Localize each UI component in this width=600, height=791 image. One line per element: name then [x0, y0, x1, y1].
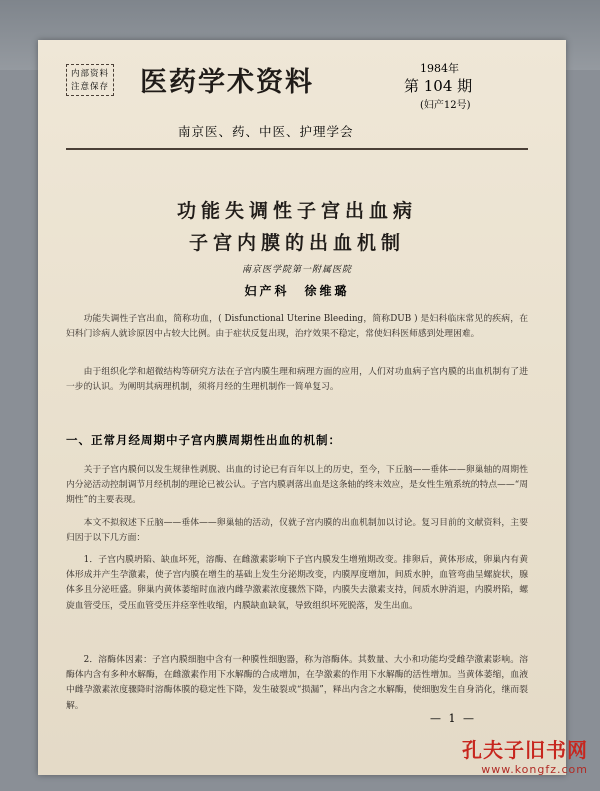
paragraph-intro-1: 功能失调性子宫出血，简称功血，( Disfunctional Uterine Bleeding，简称DUB ) 是妇科临床常见的疾病，在妇科门诊病人就诊原因中占较大比例。由于症状反复出现，治疗效果不稳定，常使妇科医师感到处理困难。: [66, 314, 528, 340]
institution: 南京医学院第一附属医院: [241, 265, 352, 275]
society-name: 南京医、药、中医、护理学会: [178, 124, 354, 139]
watermark: [388, 734, 588, 776]
stamp-line-2: 注意保存: [70, 82, 109, 92]
authors: 妇产科 徐维璐: [244, 284, 350, 298]
publication-year: 1984年: [420, 62, 459, 75]
paragraph-mechanism-history: 关于子宫内膜何以发生规律性剥脱、出血的讨论已有百年以上的历史，至今，下丘脑——垂体——卵巢轴的周期性内分泌活动控制调节月经机制的理论已被公认。子宫内膜剥落出血是这条轴的终末效应，是女性生殖系统的特点——“周期性”的主要表现。: [66, 465, 528, 506]
stamp-line-1: 内部资料: [70, 69, 109, 79]
internal-material-stamp: [66, 64, 114, 96]
page-number: — 1 —: [430, 712, 476, 725]
header-divider: [66, 148, 528, 150]
issue-number: 第 104 期: [404, 77, 473, 95]
article-title-line-2: 子宫内膜的出血机制: [188, 232, 405, 254]
sub-issue-number: (妇产12号): [420, 100, 471, 111]
watermark-brand: 孔夫子旧书网: [462, 738, 588, 762]
masthead-title: 医药学术资料: [140, 67, 314, 98]
paragraph-point-2: 2．溶酶体因素：子宫内膜细胞中含有一种膜性细胞器，称为溶酶体。其数量、大小和功能均受雌孕激素影响。溶酶体内含有多种水解酶，在雌激素作用下水解酶的合成增加，在孕激素的作用下水解酶的活性增加。当黄体萎缩，血液中雌孕激素浓度骤降时溶酶体膜的稳定性下降，发生破裂或“损漏”，释出内含之水解酶，使细胞发生自身消化，继而裂解。: [66, 655, 528, 711]
article-title-line-1: 功能失调性子宫出血病: [176, 200, 417, 222]
section-heading-1: 一、正常月经周期中子宫内膜周期性出血的机制：: [66, 433, 341, 447]
paragraph-point-1: 1．子宫内膜坍陷、缺血坏死，溶酶、在雌激素影响下子宫内膜发生增殖期改变。排卵后，黄体形成，卵巢内有黄体形成并产生孕激素，使子宫内膜在增生的基础上发生分泌期改变，内膜厚度增加，间质水肿，血管弯曲呈螺旋状，腺体多且分泌旺盛。卵巢内黄体萎缩时血液内雌孕激素浓度骤然下降，内膜失去激素支持，间质水肿消退，内膜坍陷，螺旋血管受压，受压血管受压并痉挛性收缩，内膜缺血缺氧，导致组织坏死脱落，发生出血。: [66, 555, 528, 611]
paragraph-scope: 本文不拟叙述下丘脑——垂体——卵巢轴的活动，仅就子宫内膜的出血机制加以讨论。复习目前的文献资料，主要归因于以下几方面：: [66, 518, 528, 544]
paragraph-intro-2: 由于组织化学和超微结构等研究方法在子宫内膜生理和病理方面的应用，人们对功血病子宫内膜的出血机制有了进一步的认识。为阐明其病理机制，须将月经的生理机制作一简单复习。: [66, 367, 528, 393]
watermark-url: www.kongfz.com: [481, 763, 588, 776]
